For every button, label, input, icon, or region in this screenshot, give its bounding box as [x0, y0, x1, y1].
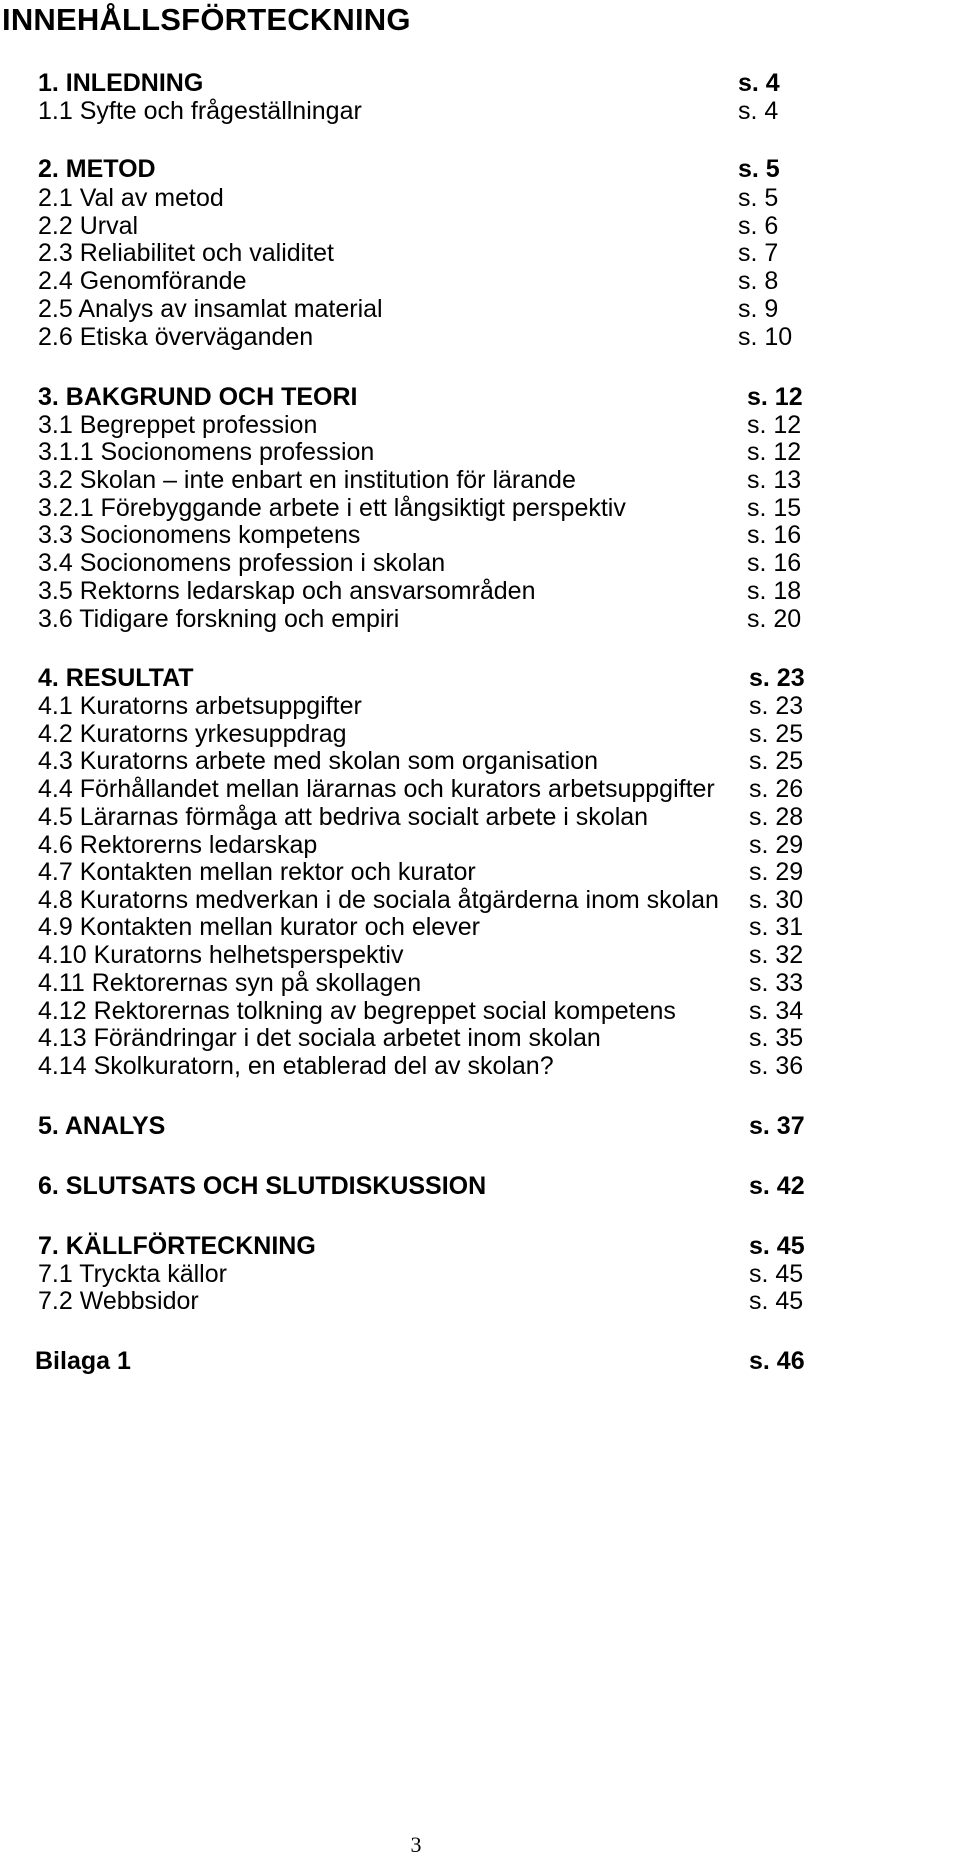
toc-entry-label: 4.5 Lärarnas förmåga att bedriva socialt arbete i skolan [38, 803, 649, 831]
toc-entry-page: s. 20 [747, 605, 802, 633]
toc-entry-label: 2.4 Genomförande [38, 267, 247, 295]
toc-entry-page: s. 12 [747, 411, 802, 439]
toc-entry-label: 2.5 Analys av insamlat material [38, 295, 383, 323]
toc-entry-label: 3. BAKGRUND OCH TEORI [38, 383, 358, 411]
toc-entry [0, 604, 960, 634]
toc-entry [0, 294, 960, 324]
toc-entry [0, 266, 960, 296]
toc-entry-page: s. 36 [749, 1052, 804, 1080]
toc-entry-label: Bilaga 1 [35, 1347, 131, 1375]
toc-entry-label: 4.10 Kuratorns helhetsperspektiv [38, 941, 404, 969]
toc-entry-page: s. 4 [738, 69, 780, 97]
toc-entry [0, 746, 960, 776]
toc-entry-page: s. 5 [738, 184, 779, 212]
toc-entry-page: s. 5 [738, 155, 780, 183]
toc-entry-label: 7. KÄLLFÖRTECKNING [38, 1232, 316, 1260]
toc-entry [0, 857, 960, 887]
toc-entry [0, 1051, 960, 1081]
toc-entry-page: s. 13 [747, 466, 802, 494]
toc-entry [0, 437, 960, 467]
toc-entry-page: s. 4 [738, 97, 779, 125]
page-number: 3 [410, 1832, 422, 1857]
toc-entry [0, 382, 960, 412]
toc-entry [0, 1023, 960, 1053]
toc-entry-page: s. 42 [749, 1172, 805, 1200]
toc-entry-page: s. 33 [749, 969, 804, 997]
toc-entry-page: s. 29 [749, 831, 804, 859]
toc-entry-page: s. 23 [749, 692, 804, 720]
toc-entry-label: 7.2 Webbsidor [38, 1287, 199, 1315]
toc-entry-page: s. 35 [749, 1024, 804, 1052]
toc-entry [0, 493, 960, 523]
toc-entry [0, 1231, 960, 1261]
toc-entry [0, 1171, 960, 1201]
toc-entry-page: s. 37 [749, 1112, 805, 1140]
toc-entry-label: 3.2.1 Förebyggande arbete i ett långsiktigt perspektiv [38, 494, 626, 522]
toc-entry-label: 3.6 Tidigare forskning och empiri [38, 605, 400, 633]
toc-entry [0, 912, 960, 942]
toc-entry-label: 4.12 Rektorernas tolkning av begreppet social kompetens [38, 997, 676, 1025]
toc-entry-page: s. 34 [749, 997, 804, 1025]
toc-entry-label: 4.8 Kuratorns medverkan i de sociala åtgärderna inom skolan [38, 886, 719, 914]
toc-entry-label: 1.1 Syfte och frågeställningar [38, 97, 362, 125]
toc-entry-label: 4.6 Rektorerns ledarskap [38, 831, 318, 859]
toc-entry-label: 4.2 Kuratorns yrkesuppdrag [38, 720, 347, 748]
toc-entry-label: 4.3 Kuratorns arbete med skolan som organisation [38, 747, 599, 775]
toc-entry-page: s. 16 [747, 549, 802, 577]
toc-entry [0, 154, 960, 184]
toc-entry-page: s. 28 [749, 803, 804, 831]
toc-entry-page: s. 9 [738, 295, 779, 323]
toc-entry [0, 238, 960, 268]
toc-entry-page: s. 6 [738, 212, 779, 240]
toc-entry [0, 940, 960, 970]
toc-entry [0, 520, 960, 550]
toc-entry-page: s. 12 [747, 383, 803, 411]
toc-entry [0, 68, 960, 98]
toc-entry-label: 2.3 Reliabilitet och validitet [38, 239, 334, 267]
toc-entry [0, 1286, 960, 1316]
toc-entry-label: 2.1 Val av metod [38, 184, 224, 212]
toc-entry-label: 2.2 Urval [38, 212, 139, 240]
toc-entry-page: s. 30 [749, 886, 804, 914]
toc-entry-page: s. 31 [749, 913, 804, 941]
toc-entry [0, 576, 960, 606]
toc-entry [0, 830, 960, 860]
toc-entry-label: 5. ANALYS [38, 1112, 166, 1140]
toc-entry-page: s. 7 [738, 239, 779, 267]
toc-entry [0, 410, 960, 440]
toc-entry-label: 4. RESULTAT [38, 664, 194, 692]
toc-entry [0, 719, 960, 749]
toc-entry-label: 4.9 Kontakten mellan kurator och elever [38, 913, 480, 941]
toc-entry-label: 3.4 Socionomens profession i skolan [38, 549, 446, 577]
toc-entry-page: s. 46 [749, 1347, 805, 1375]
toc-entry-page: s. 12 [747, 438, 802, 466]
toc-entry-page: s. 15 [747, 494, 802, 522]
toc-entry-page: s. 23 [749, 664, 805, 692]
page-title: INNEHÅLLSFÖRTECKNING [2, 2, 411, 37]
toc-entry [0, 663, 960, 693]
toc-entry [0, 968, 960, 998]
toc-entry-label: 3.3 Socionomens kompetens [38, 521, 361, 549]
toc-entry [0, 1259, 960, 1289]
toc-entry [0, 548, 960, 578]
toc-entry-page: s. 45 [749, 1260, 804, 1288]
toc-entry-label: 4.14 Skolkuratorn, en etablerad del av skolan? [38, 1052, 554, 1080]
toc-entry-page: s. 45 [749, 1232, 805, 1260]
toc-entry-label: 4.7 Kontakten mellan rektor och kurator [38, 858, 476, 886]
toc-entry-page: s. 45 [749, 1287, 804, 1315]
toc-entry-label: 2.6 Etiska överväganden [38, 323, 314, 351]
toc-entry-page: s. 18 [747, 577, 802, 605]
toc-entry-label: 4.13 Förändringar i det sociala arbetet inom skolan [38, 1024, 601, 1052]
toc-entry [0, 802, 960, 832]
toc-entry-label: 3.5 Rektorns ledarskap och ansvarsområden [38, 577, 536, 605]
toc-entry-page: s. 32 [749, 941, 804, 969]
toc-entry-label: 4.1 Kuratorns arbetsuppgifter [38, 692, 362, 720]
toc-entry-label: 4.4 Förhållandet mellan lärarnas och kurators arbetsuppgifter [38, 775, 715, 803]
toc-entry [0, 1346, 960, 1376]
toc-entry-label: 1. INLEDNING [38, 69, 204, 97]
toc-entry-label: 3.1 Begreppet profession [38, 411, 318, 439]
toc-entry-label: 4.11 Rektorernas syn på skollagen [38, 969, 422, 997]
toc-entry-page: s. 25 [749, 720, 804, 748]
toc-entry [0, 465, 960, 495]
toc-entry [0, 885, 960, 915]
toc-entry-page: s. 16 [747, 521, 802, 549]
toc-entry [0, 183, 960, 213]
toc-entry-page: s. 26 [749, 775, 804, 803]
toc-entry-page: s. 25 [749, 747, 804, 775]
toc-entry [0, 996, 960, 1026]
toc-entry [0, 691, 960, 721]
toc-entry [0, 96, 960, 126]
toc-entry-page: s. 8 [738, 267, 779, 295]
toc-entry-page: s. 10 [738, 323, 793, 351]
toc-entry-label: 3.1.1 Socionomens profession [38, 438, 375, 466]
toc-entry-page: s. 29 [749, 858, 804, 886]
toc-entry-label: 7.1 Tryckta källor [38, 1260, 227, 1288]
toc-entry [0, 211, 960, 241]
toc-entry-label: 2. METOD [38, 155, 156, 183]
toc-entry [0, 1111, 960, 1141]
toc-entry [0, 774, 960, 804]
toc-entry [0, 322, 960, 352]
toc-entry-label: 6. SLUTSATS OCH SLUTDISKUSSION [38, 1172, 487, 1200]
toc-entry-label: 3.2 Skolan – inte enbart en institution för lärande [38, 466, 576, 494]
